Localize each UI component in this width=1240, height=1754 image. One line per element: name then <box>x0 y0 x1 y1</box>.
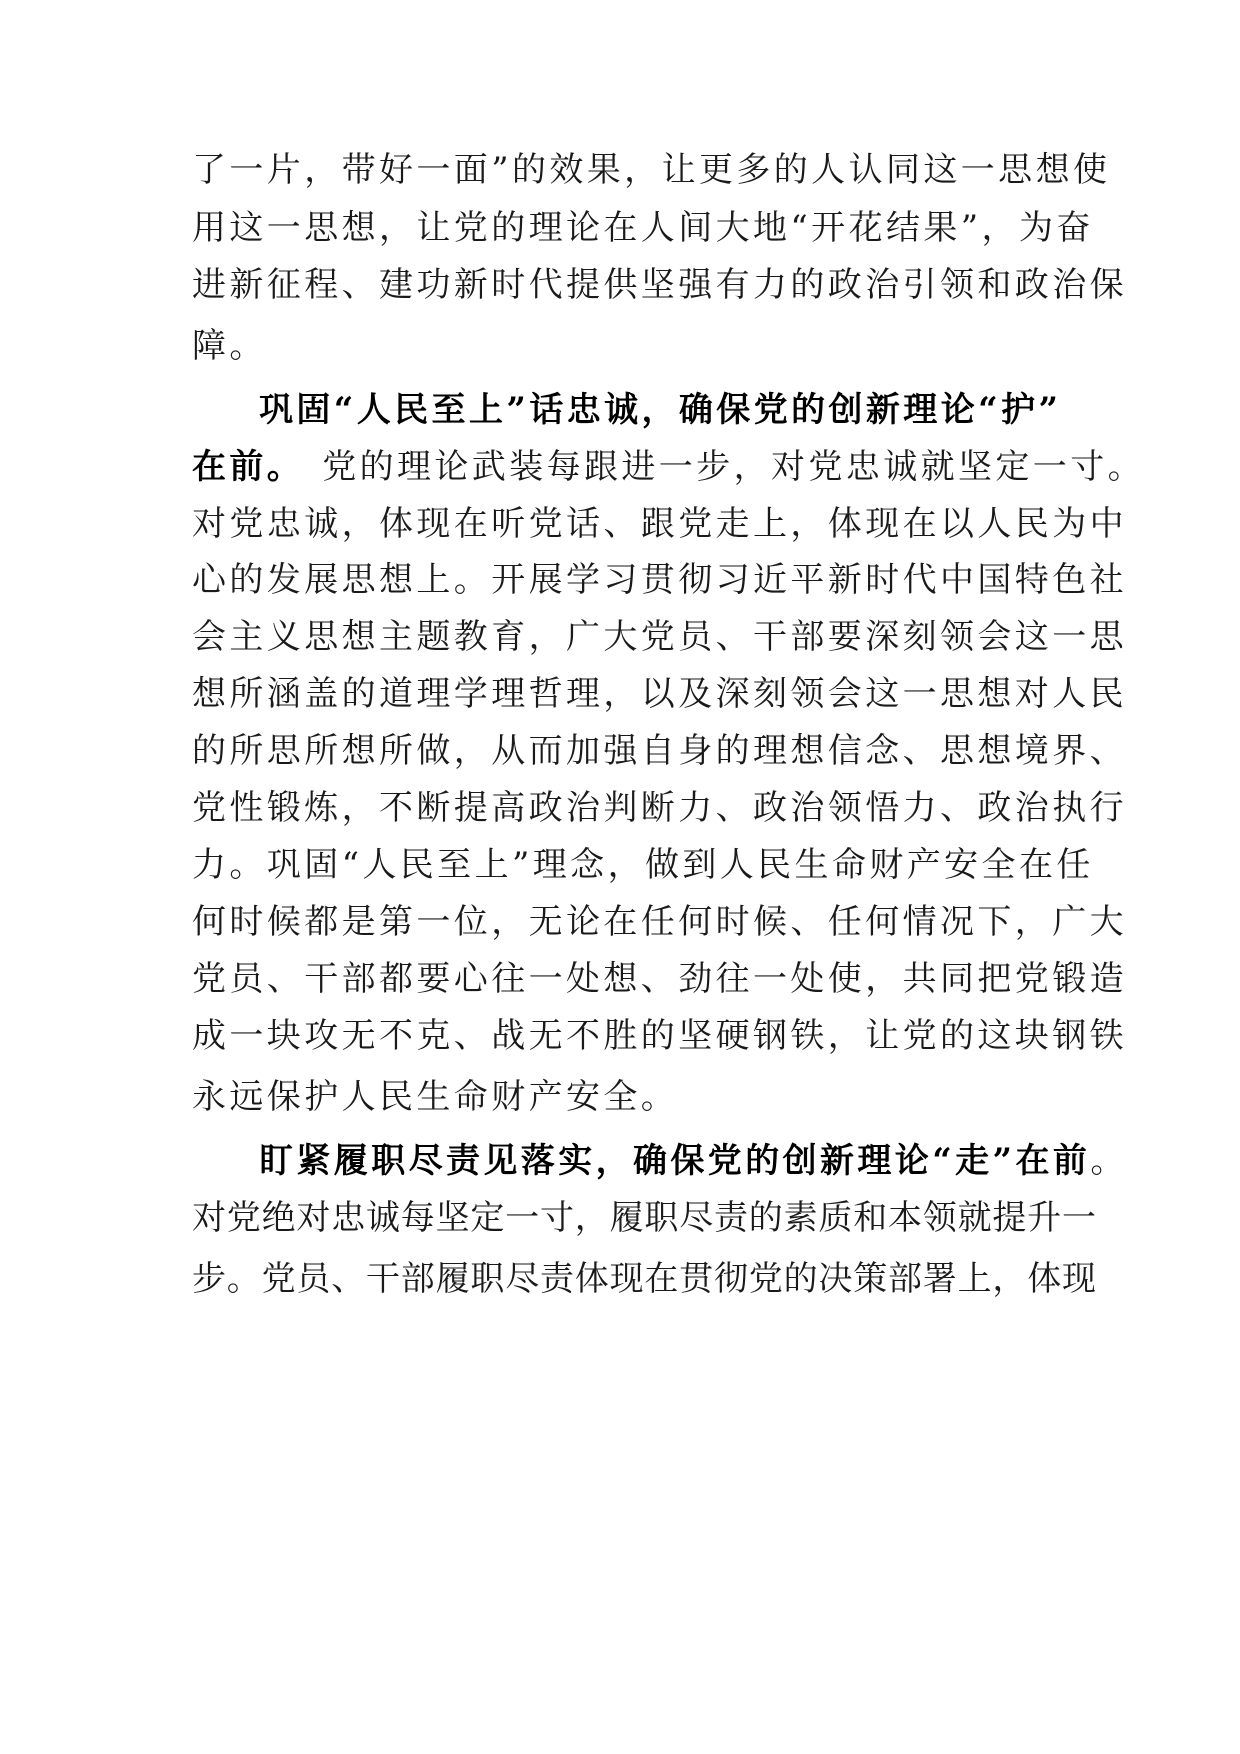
text-segment: 对党忠诚，体现在听党话、跟党走上，体现在以人民为中 <box>192 504 1127 544</box>
text-line <box>192 265 1127 305</box>
section-heading <box>259 1141 1128 1181</box>
text-line <box>192 845 1094 885</box>
text-segment: 心的发展思想上。开展学习贯彻习近平新时代中国特色社 <box>192 560 1127 600</box>
text-segment: 。 <box>1090 1141 1128 1181</box>
text-segment: 何时候都是第一位，无论在任何时候、任何情况下，广大 <box>192 902 1127 942</box>
text-segment: 党性锻炼，不断提高政治判断力、政治领悟力、政治执行 <box>192 788 1127 828</box>
text-segment: 的所思所想所做，从而加强自身的理想信念、思想境界、 <box>192 731 1127 771</box>
text-line <box>192 788 1127 828</box>
text-segment: 了一片，带好一面”的效果，让更多的人认同这一思想使 <box>192 150 1111 190</box>
text-segment: 永远保护人民生命财产安全。 <box>192 1077 679 1117</box>
text-line <box>192 674 1127 714</box>
text-line <box>192 1198 1097 1238</box>
heading-text: 巩固“人民至上”话忠诚，确保党的创新理论“护” <box>259 390 1062 430</box>
text-line <box>192 731 1127 771</box>
text-segment: 党的理论武装每跟进一步，对党忠诚就坚定一寸。 <box>322 447 1146 487</box>
text-line <box>192 208 1094 248</box>
text-line <box>192 1016 1127 1056</box>
text-segment: 力。巩固“人民至上”理念，做到人民生命财产安全在任 <box>192 845 1094 885</box>
text-segment: 步。党员、干部履职尽责体现在贯彻党的决策部署上，体现 <box>192 1259 1097 1299</box>
text-line <box>192 1077 678 1117</box>
text-segment: 党员、干部都要心往一处想、劲往一处使，共同把党锻造 <box>192 959 1127 999</box>
text-segment: 用这一思想，让党的理论在人间大地“开花结果”，为奋 <box>192 208 1094 248</box>
section-heading <box>259 390 1061 430</box>
text-line <box>192 447 1145 487</box>
text-line <box>192 902 1127 942</box>
text-segment: 对党绝对忠诚每坚定一寸，履职尽责的素质和本领就提升一 <box>192 1198 1097 1238</box>
text-line <box>192 560 1127 600</box>
text-line <box>192 617 1127 657</box>
text-segment: 障。 <box>192 326 267 366</box>
text-segment: 会主义思想主题教育，广大党员、干部要深刻领会这一思 <box>192 617 1127 657</box>
heading-text: 盯紧履职尽责见落实，确保党的创新理论“走”在前 <box>259 1141 1091 1181</box>
text-line <box>192 326 267 366</box>
text-segment: 成一块攻无不克、战无不胜的坚硬钢铁，让党的这块钢铁 <box>192 1016 1127 1056</box>
text-line <box>192 504 1127 544</box>
text-segment: 想所涵盖的道理学理哲理，以及深刻领会这一思想对人民 <box>192 674 1127 714</box>
text-line <box>192 150 1110 190</box>
heading-text: 在前。 <box>192 447 305 487</box>
text-line <box>192 959 1127 999</box>
text-segment: 进新征程、建功新时代提供坚强有力的政治引领和政治保 <box>192 265 1127 305</box>
text-line <box>192 1259 1097 1299</box>
